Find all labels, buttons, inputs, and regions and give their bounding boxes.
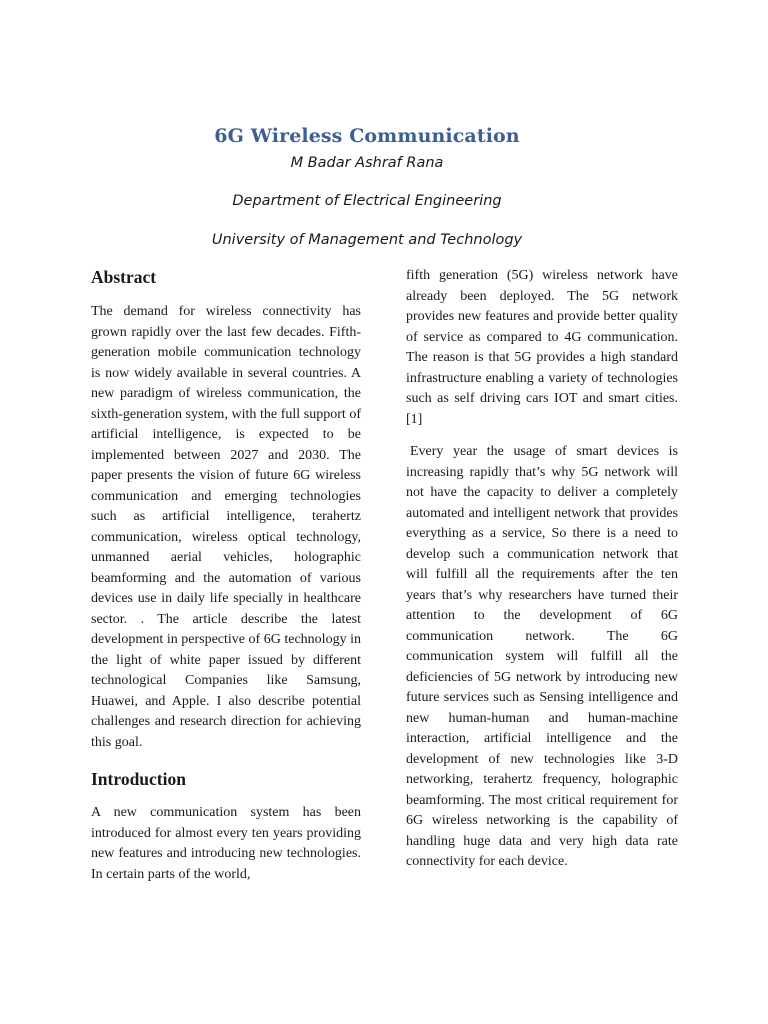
introduction-heading: Introduction [91,769,186,789]
left-column [91,264,361,885]
abstract-text: The demand for wireless connectivity has grown rapidly over the last few decades. Fifth-generation mobile communication technology is now widely available in several countries. A new paradigm of wireless communication, the sixth-generation system, with the full support of artificial intelligence, is expected to be implemented between 2027 and 2030. The paper presents the vision of future 6G wireless communication and emerging technologies such as artificial intelligence, terahertz communication, wireless optical technology, unmanned aerial vehicles, holographic beamforming and the automation of various devices use in daily life specially in healthcare sector. . The article describe the latest development in perspective of 6G technology in the light of white paper issued by different technological Companies like Samsung, Huawei, and Apple. I also describe potential challenges and research direction for achieving this goal. [91,304,361,750]
department-name: Department of Electrical Engineering [232,193,502,209]
introduction-paragraph-1-end: fifth generation (5G) wireless network have already been deployed. The 5G network provides new features and provide better quality of service as compared to 4G communication. The reason is that 5G provides a high standard infrastructure enabling a variety of technologies such as self driving cars IOT and smart cities.[1] [406,268,678,427]
introduction-paragraph-2: Every year the usage of smart devices is increasing rapidly that’s why 5G network will not have the capacity to deliver a completely automated and intelligent network that provides everything as a service, So there is a need to develop such a communication network that will fulfill all the requirements after the ten years that’s why researchers have turned their attention to the development of 6G communication network. The 6G communication system will fulfill all the deficiencies of 5G network by introducing new future services such as Sensing intelligence and new human-human and human-machine interaction, artificial intelligence and the development of new technologies like 3-D networking, terahertz frequency, holographic beamforming. The most critical requirement for 6G wireless networking is the capability of handling huge data and very high data rate connectivity for each device. [406,444,678,869]
paper-header [0,122,734,250]
introduction-paragraph-1-start: A new communication system has been introduced for almost every ten years providing new features and introducing new technologies. In certain parts of the world, [91,805,361,882]
abstract-heading: Abstract [91,267,157,287]
right-column [406,266,678,873]
paper-title: 6G Wireless Communication [214,125,520,147]
author-name: M Badar Ashraf Rana [290,155,444,171]
university-name: University of Management and Technology [211,232,523,248]
